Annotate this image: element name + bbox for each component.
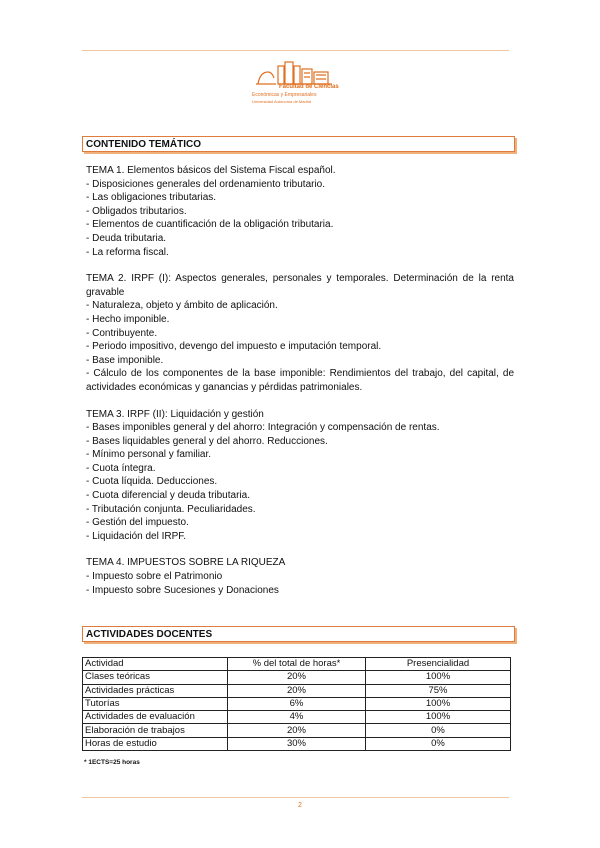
table-cell: 75% <box>366 684 511 697</box>
logo-line-1: Facultad de Ciencias <box>279 84 339 90</box>
table-row <box>83 737 511 750</box>
list-item: - Naturaleza, objeto y ámbito de aplicación. <box>86 300 278 312</box>
table-cell: 20% <box>228 724 366 737</box>
table-row <box>83 684 511 697</box>
list-item: - Gestión del impuesto. <box>86 517 189 529</box>
tema-2-title: TEMA 2. IRPF (I): Aspectos generales, personales y temporales. Determinación de la renta gravable <box>86 273 514 298</box>
table-row <box>83 697 511 710</box>
list-item: - Base imponible. <box>86 354 164 366</box>
list-item: - Cuota líquida. Deducciones. <box>86 476 218 488</box>
table-cell: Elaboración de trabajos <box>83 724 228 737</box>
table-cell: 6% <box>228 697 366 710</box>
list-item: - Disposiciones generales del ordenamiento tributario. <box>86 178 326 190</box>
table-cell: Actividades prácticas <box>83 684 228 697</box>
tema-3-title: TEMA 3. IRPF (II): Liquidación y gestión <box>86 408 264 420</box>
table-cell: 20% <box>228 671 366 684</box>
table-cell: 30% <box>228 737 366 750</box>
table-cell: 20% <box>228 684 366 697</box>
list-item: - Cuota íntegra. <box>86 462 156 474</box>
list-item: - Bases imponibles general y del ahorro: Integración y compensación de rentas. <box>86 422 440 434</box>
list-item: - Obligados tributarios. <box>86 205 187 217</box>
tema-1-title: TEMA 1. Elementos básicos del Sistema Fiscal español. <box>86 165 336 176</box>
list-item: - Mínimo personal y familiar. <box>86 449 212 461</box>
list-item: - Periodo impositivo, devengo del impuesto e imputación temporal. <box>86 341 382 353</box>
column-header: % del total de horas* <box>228 658 366 671</box>
list-item: - Contribuyente. <box>86 327 158 339</box>
top-rule <box>82 50 509 51</box>
contenido-body <box>86 164 514 610</box>
table-cell: 100% <box>366 711 511 724</box>
table-cell: Clases teóricas <box>83 671 228 684</box>
list-item: - Bases liquidables general y del ahorro. Reducciones. <box>86 435 328 447</box>
tema-4 <box>86 556 514 597</box>
list-item: - Elementos de cuantificación de la obligación tributaria. <box>86 219 334 231</box>
list-item: - Cuota diferencial y deuda tributaria. <box>86 490 250 502</box>
logo-line-2: Económicas y Empresariales <box>252 92 317 98</box>
table-header-row <box>83 658 511 671</box>
list-item: - Liquidación del IRPF. <box>86 530 187 542</box>
faculty-logo <box>252 60 342 112</box>
column-header: Presencialidad <box>366 658 511 671</box>
contenido-header: CONTENIDO TEMÁTICO <box>82 136 515 152</box>
table-row <box>83 724 511 737</box>
list-item: - La reforma fiscal. <box>86 246 169 258</box>
table-row <box>83 711 511 724</box>
list-item: - Impuesto sobre el Patrimonio <box>86 571 223 583</box>
column-header: Actividad <box>83 658 228 671</box>
tema-2 <box>86 272 514 394</box>
tema-3 <box>86 408 514 544</box>
list-item: - Hecho imponible. <box>86 313 170 325</box>
table-cell: 100% <box>366 671 511 684</box>
tema-1 <box>86 164 514 259</box>
table-row <box>83 671 511 684</box>
list-item: - Deuda tributaria. <box>86 232 167 244</box>
table-cell: Actividades de evaluación <box>83 711 228 724</box>
tema-4-title: TEMA 4. IMPUESTOS SOBRE LA RIQUEZA <box>86 557 286 569</box>
logo-line-3: Universidad Autónoma de Madrid <box>252 99 312 104</box>
table-cell: 0% <box>366 737 511 750</box>
page-number: 2 <box>298 802 302 809</box>
footnote: * 1ECTS=25 horas <box>84 759 140 766</box>
table-cell: 4% <box>228 711 366 724</box>
bottom-rule <box>82 797 509 798</box>
table-cell: Horas de estudio <box>83 737 228 750</box>
list-item: - Tributación conjunta. Peculiaridades. <box>86 503 256 515</box>
list-item: - Cálculo de los componentes de la base imponible: Rendimientos del trabajo, del capital, de actividades económicas y ganancias y pérdidas patrimoniales. <box>86 368 514 393</box>
actividades-table <box>82 657 511 751</box>
list-item: - Impuesto sobre Sucesiones y Donaciones <box>86 584 279 596</box>
table-cell: Tutorías <box>83 697 228 710</box>
actividades-header: ACTIVIDADES DOCENTES <box>82 626 515 642</box>
table-cell: 100% <box>366 697 511 710</box>
list-item: - Las obligaciones tributarias. <box>86 192 217 204</box>
table-cell: 0% <box>366 724 511 737</box>
